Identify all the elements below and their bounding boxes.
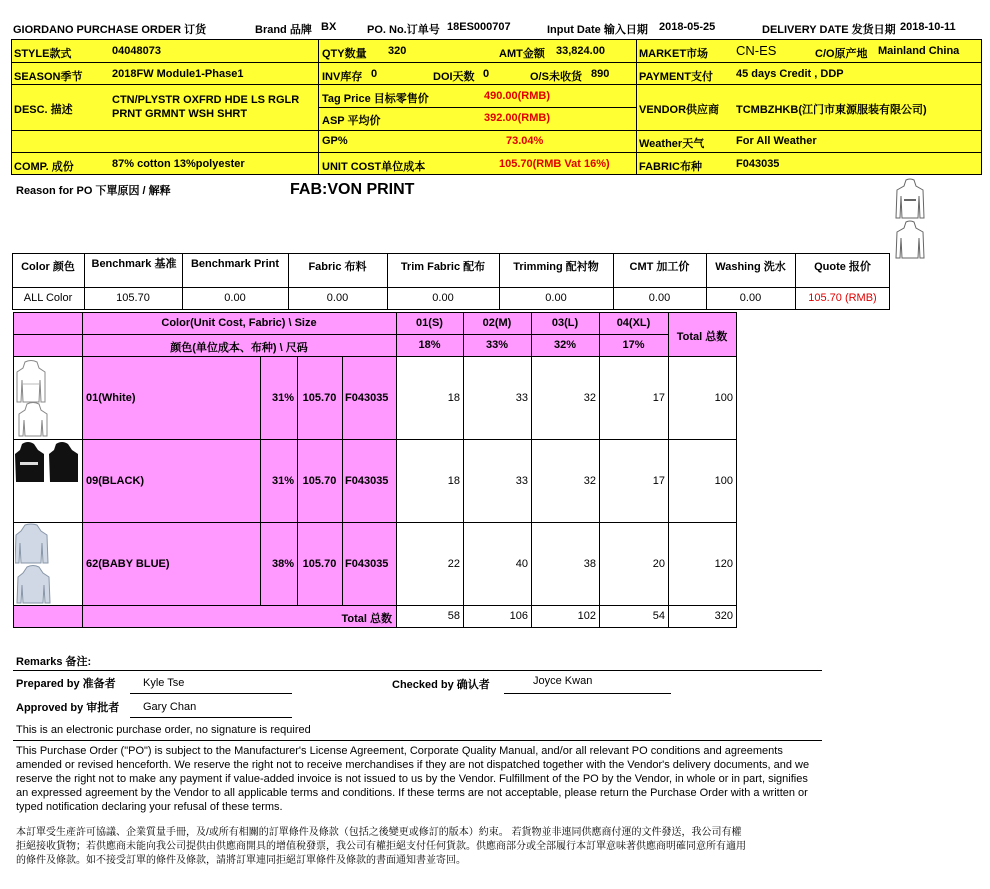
weather-value: For All Weather — [736, 135, 817, 147]
checked-by-label: Checked by 确认者 — [392, 679, 490, 691]
size-xl: 04(XL) — [616, 317, 651, 329]
row-color: 62(BABY BLUE) — [86, 558, 170, 570]
size-l-pct: 32% — [553, 339, 577, 351]
tag-price-label: Tag Price 目标零售价 — [322, 93, 429, 105]
inv-value: 0 — [371, 68, 378, 80]
po-number-label: PO. No.订单号 — [367, 24, 440, 36]
qty-value: 320 — [388, 45, 407, 57]
row-color: 01(White) — [86, 392, 136, 404]
row-qty-s: 22 — [447, 558, 460, 570]
po-number-value: 18ES000707 — [447, 21, 511, 33]
inv-label: INV库存 — [322, 71, 363, 83]
total-xl: 54 — [652, 610, 665, 622]
row-total: 100 — [714, 392, 733, 404]
cost-header-trimming: Trimming 配衬物 — [513, 261, 599, 273]
po-title: GIORDANO PURCHASE ORDER 订货 — [13, 24, 207, 36]
cost-header-washing: Washing 洗水 — [715, 261, 786, 273]
row-qty-s: 18 — [447, 475, 460, 487]
terms-en-line: This Purchase Order ("PO") is subject to the Manufacturer's License Agreement, Corporate Quality Manual, and/or all relevant PO conditions and agreements — [16, 745, 783, 757]
size-l: 03(L) — [551, 317, 579, 329]
size-table-header-en: Color(Unit Cost, Fabric) \ Size — [161, 317, 317, 329]
terms-en-line: amended or revised henceforth. We reserve the right not to receive merchandises if they are not dispatched together with the Vendor's delivery documents, and we — [16, 759, 810, 771]
size-m-pct: 33% — [485, 339, 509, 351]
fabric-value: F043035 — [736, 158, 780, 170]
input-date-value: 2018-05-25 — [659, 21, 716, 33]
row-qty-xl: 20 — [652, 558, 665, 570]
cost-cell-benchmark-print: 0.00 — [224, 292, 246, 304]
prepared-by-label: Prepared by 准备者 — [16, 678, 116, 690]
delivery-date-value: 2018-10-11 — [900, 21, 956, 33]
fabric-label: FABRIC布种 — [639, 161, 702, 173]
payment-value: 45 days Credit , DDP — [736, 68, 844, 80]
vendor-value: TCMBZHKB(江门市東源服装有限公司) — [736, 104, 927, 116]
reason-label: Reason for PO 下單原因 / 解释 — [16, 185, 171, 197]
total-m: 106 — [509, 610, 528, 622]
row-fabric: F043035 — [345, 392, 389, 404]
reason-value: FAB:VON PRINT — [290, 181, 415, 198]
payment-label: PAYMENT支付 — [639, 71, 713, 83]
amt-value: 33,824.00 — [556, 45, 605, 57]
size-m: 02(M) — [482, 317, 512, 329]
brand-value: BX — [321, 21, 337, 33]
os-value: 890 — [591, 68, 610, 80]
checked-by-value: Joyce Kwan — [533, 675, 593, 687]
terms-en-line: an expressed agreement by the Vendor to all applicable terms and conditions. If these terms are not acceptable, please return the Purchase Order with a written or — [16, 787, 808, 799]
remarks-label: Remarks 备注: — [16, 656, 92, 668]
row-cost: 105.70 — [302, 475, 337, 487]
electronic-note: This is an electronic purchase order, no signature is required — [16, 724, 311, 736]
amt-label: AMT金额 — [499, 48, 545, 60]
row-fabric: F043035 — [345, 475, 389, 487]
cost-header-fabric: Fabric 布料 — [308, 261, 367, 273]
white-shirt-sketch-icon — [15, 358, 79, 438]
row-cost: 105.70 — [302, 392, 337, 404]
cost-cell-trim-fabric: 0.00 — [432, 292, 454, 304]
desc-line2: PRNT GRMNT WSH SHRT — [112, 108, 248, 120]
row-total: 120 — [714, 558, 733, 570]
row-qty-m: 33 — [515, 392, 528, 404]
grand-total: 320 — [714, 610, 733, 622]
black-shirt-sketch-icon — [14, 440, 82, 484]
qty-label: QTY数量 — [322, 48, 367, 60]
row-pct: 31% — [271, 475, 294, 487]
size-s-pct: 18% — [418, 339, 441, 351]
terms-en-line: reserve the right not to make any payment if value-added invoice is not issued to us by the Vendor. Fulfillment of the PO by the Vendor, in whole or in part, signifies — [16, 773, 808, 785]
weather-label: Weather天气 — [639, 138, 705, 150]
style-value: 04048073 — [112, 45, 161, 57]
gp-label: GP% — [322, 135, 348, 147]
size-xl-pct: 17% — [622, 339, 645, 351]
market-label: MARKET市场 — [639, 48, 709, 60]
row-pct: 38% — [271, 558, 294, 570]
unit-cost-value: 105.70(RMB Vat 16%) — [499, 158, 610, 170]
brand-label: Brand 品牌 — [255, 24, 312, 36]
comp-value: 87% cotton 13%polyester — [112, 158, 245, 170]
row-qty-l: 38 — [583, 558, 596, 570]
origin-label: C/O原产地 — [815, 48, 868, 60]
terms-en — [16, 744, 809, 814]
cost-header-benchmark-print: Benchmark Print — [190, 258, 280, 270]
row-qty-s: 18 — [447, 392, 460, 404]
row-qty-m: 33 — [515, 475, 528, 487]
garment-sketch-icon — [893, 178, 927, 262]
row-total: 100 — [714, 475, 733, 487]
terms-zh-line: 拒絕接收貨物；若供應商未能向我公司提供由供應商開具的增值稅發票，我公司有權拒絕支付任何貨款。供應商部分或全部履行本訂單意味著供應商明確同意所有適用 — [16, 841, 746, 852]
total-row-label: Total 总数 — [341, 613, 392, 625]
comp-label: COMP. 成份 — [14, 161, 74, 173]
row-qty-xl: 17 — [652, 392, 665, 404]
desc-label: DESC. 描述 — [14, 104, 73, 116]
terms-zh — [16, 826, 746, 868]
input-date-label: Input Date 输入日期 — [547, 24, 648, 36]
row-pct: 31% — [271, 392, 294, 404]
row-qty-l: 32 — [583, 392, 596, 404]
origin-value: Mainland China — [878, 45, 960, 57]
row-fabric: F043035 — [345, 558, 389, 570]
os-label: O/S未收货 — [530, 71, 582, 83]
prepared-by-value: Kyle Tse — [143, 677, 185, 689]
total-l: 102 — [577, 610, 596, 622]
cost-header-benchmark: Benchmark 基准 — [91, 258, 177, 270]
approved-by-label: Approved by 审批者 — [16, 702, 120, 714]
row-qty-l: 32 — [583, 475, 596, 487]
cost-header-quote: Quote 报价 — [814, 261, 871, 273]
desc-line1: CTN/PLYSTR OXFRD HDE LS RGLR — [112, 94, 300, 106]
total-s: 58 — [447, 610, 460, 622]
asp-label: ASP 平均价 — [322, 115, 381, 127]
cost-cell-cmt: 0.00 — [648, 292, 671, 304]
row-qty-m: 40 — [515, 558, 528, 570]
gp-value: 73.04% — [506, 135, 544, 147]
row-qty-xl: 17 — [652, 475, 665, 487]
cost-header-color: Color 颜色 — [21, 261, 75, 273]
terms-zh-line: 的條件及條款。如不接受訂單的條件及條款，請將訂單連同拒絕訂單條件及條款的書面通知書並寄回。 — [16, 855, 466, 866]
size-table — [13, 312, 737, 628]
row-cost: 105.70 — [302, 558, 337, 570]
season-label: SEASON季节 — [14, 71, 83, 83]
tag-price-value: 490.00(RMB) — [484, 90, 551, 102]
cost-header-trim-fabric: Trim Fabric 配布 — [400, 261, 486, 273]
cost-cell-washing: 0.00 — [739, 292, 762, 304]
cost-header-cmt: CMT 加工价 — [629, 261, 690, 273]
doi-label: DOI天数 — [433, 71, 475, 83]
size-total-header: Total 总数 — [676, 331, 728, 343]
cost-cell-benchmark: 105.70 — [116, 292, 150, 304]
terms-zh-line: 本訂單受生產許可協議、企業質量手冊，及/或所有相關的訂單條件及條款（包括之後變更或修訂的版本）約束。 若貨物並非連同供應商付運的文件發送，我公司有權 — [16, 827, 742, 838]
unit-cost-label: UNIT COST单位成本 — [322, 161, 426, 173]
asp-value: 392.00(RMB) — [484, 112, 551, 124]
size-s: 01(S) — [416, 317, 443, 329]
row-color: 09(BLACK) — [86, 475, 145, 487]
size-table-header-zh: 颜色(单位成本、布种) \ 尺码 — [170, 342, 308, 354]
delivery-date-label: DELIVERY DATE 发货日期 — [762, 24, 896, 36]
cost-cell-fabric: 0.00 — [326, 292, 349, 304]
vendor-label: VENDOR供应商 — [639, 104, 720, 116]
cost-cell-color: ALL Color — [23, 292, 73, 304]
style-label: STYLE款式 — [14, 48, 72, 60]
approved-by-value: Gary Chan — [143, 701, 197, 713]
terms-en-line: typed notification declaring your refusal of these terms. — [16, 801, 283, 813]
market-value: CN-ES — [736, 43, 777, 58]
doi-value: 0 — [483, 68, 490, 80]
cost-cell-quote: 105.70 (RMB) — [808, 292, 877, 304]
cost-cell-trimming: 0.00 — [545, 292, 567, 304]
season-value: 2018FW Module1-Phase1 — [112, 68, 244, 80]
baby-blue-shirt-sketch-icon — [15, 523, 79, 605]
